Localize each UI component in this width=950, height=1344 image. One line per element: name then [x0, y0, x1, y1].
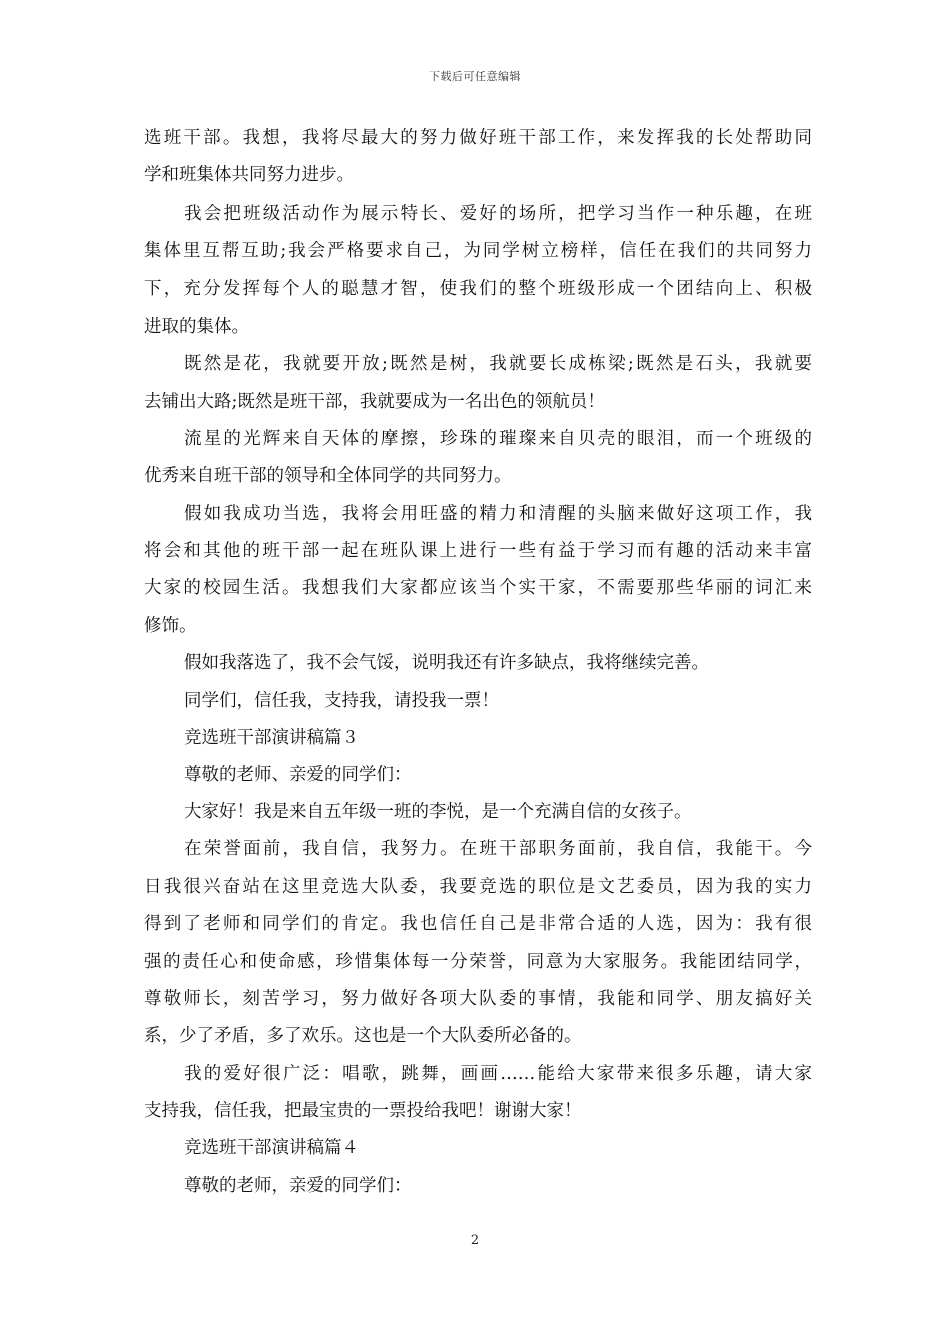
- text-line: 流星的光辉来自天体的摩擦，珍珠的璀璨来自贝壳的眼泪，而一个班级的: [184, 429, 812, 449]
- text-line: 得到了老师和同学们的肯定。我也信任自己是非常合适的人选，因为：我有很: [144, 914, 812, 934]
- text-line: 既然是花，我就要开放;既然是树，我就要长成栋梁;既然是石头，我就要: [184, 354, 812, 374]
- text-line: 学和班集体共同努力进步。: [144, 165, 354, 185]
- text-line: 我会把班级活动作为展示特长、爱好的场所，把学习当作一种乐趣，在班: [184, 204, 812, 224]
- text-line: 集体里互帮互助;我会严格要求自己，为同学树立榜样，信任在我们的共同努力: [144, 241, 812, 261]
- text-line: 支持我，信任我，把最宝贵的一票投给我吧！谢谢大家！: [144, 1101, 582, 1121]
- text-line: 大家的校园生活。我想我们大家都应该当个实干家，不需要那些华丽的词汇来: [144, 578, 812, 598]
- page-number: 2: [470, 1233, 480, 1248]
- text-line: 修饰。: [144, 616, 197, 636]
- section-heading: 竞选班干部演讲稿篇４: [184, 1138, 359, 1158]
- text-line: 日我很兴奋站在这里竞选大队委，我要竞选的职位是文艺委员，因为我的实力: [144, 877, 812, 897]
- text-line: 优秀来自班干部的领导和全体同学的共同努力。: [144, 466, 512, 486]
- text-line: 下，充分发挥每个人的聪慧才智，使我们的整个班级形成一个团结向上、积极: [144, 279, 812, 299]
- text-line: 在荣誉面前，我自信，我努力。在班干部职务面前，我自信，我能干。今: [184, 839, 812, 859]
- text-line: 将会和其他的班干部一起在班队课上进行一些有益于学习而有趣的活动来丰富: [144, 541, 812, 561]
- page-header: 下载后可任意编辑: [429, 70, 521, 83]
- text-line: 强的责任心和使命感，珍惜集体每一分荣誉，同意为大家服务。我能团结同学，: [144, 952, 812, 972]
- text-line: 系，少了矛盾，多了欢乐。这也是一个大队委所必备的。: [144, 1026, 582, 1046]
- section-heading: 竞选班干部演讲稿篇３: [184, 728, 359, 748]
- text-line: 选班干部。我想，我将尽最大的努力做好班干部工作，来发挥我的长处帮助同: [144, 128, 812, 148]
- text-line: 假如我落选了，我不会气馁，说明我还有许多缺点，我将继续完善。: [184, 653, 709, 673]
- text-line: 尊敬师长，刻苦学习，努力做好各项大队委的事情，我能和同学、朋友搞好关: [144, 989, 812, 1009]
- text-line: 假如我成功当选，我将会用旺盛的精力和清醒的头脑来做好这项工作，我: [184, 504, 812, 524]
- text-line: 大家好！我是来自五年级一班的李悦，是一个充满自信的女孩子。: [184, 802, 692, 822]
- text-line: 去铺出大路;既然是班干部，我就要成为一名出色的领航员！: [144, 392, 605, 412]
- text-line: 我的爱好很广泛：唱歌，跳舞，画画……能给大家带来很多乐趣，请大家: [184, 1064, 812, 1084]
- text-line: 进取的集体。: [144, 317, 249, 337]
- salutation: 尊敬的老师，亲爱的同学们：: [184, 1176, 412, 1196]
- salutation: 尊敬的老师、亲爱的同学们：: [184, 765, 412, 785]
- text-line: 同学们，信任我，支持我，请投我一票！: [184, 691, 499, 711]
